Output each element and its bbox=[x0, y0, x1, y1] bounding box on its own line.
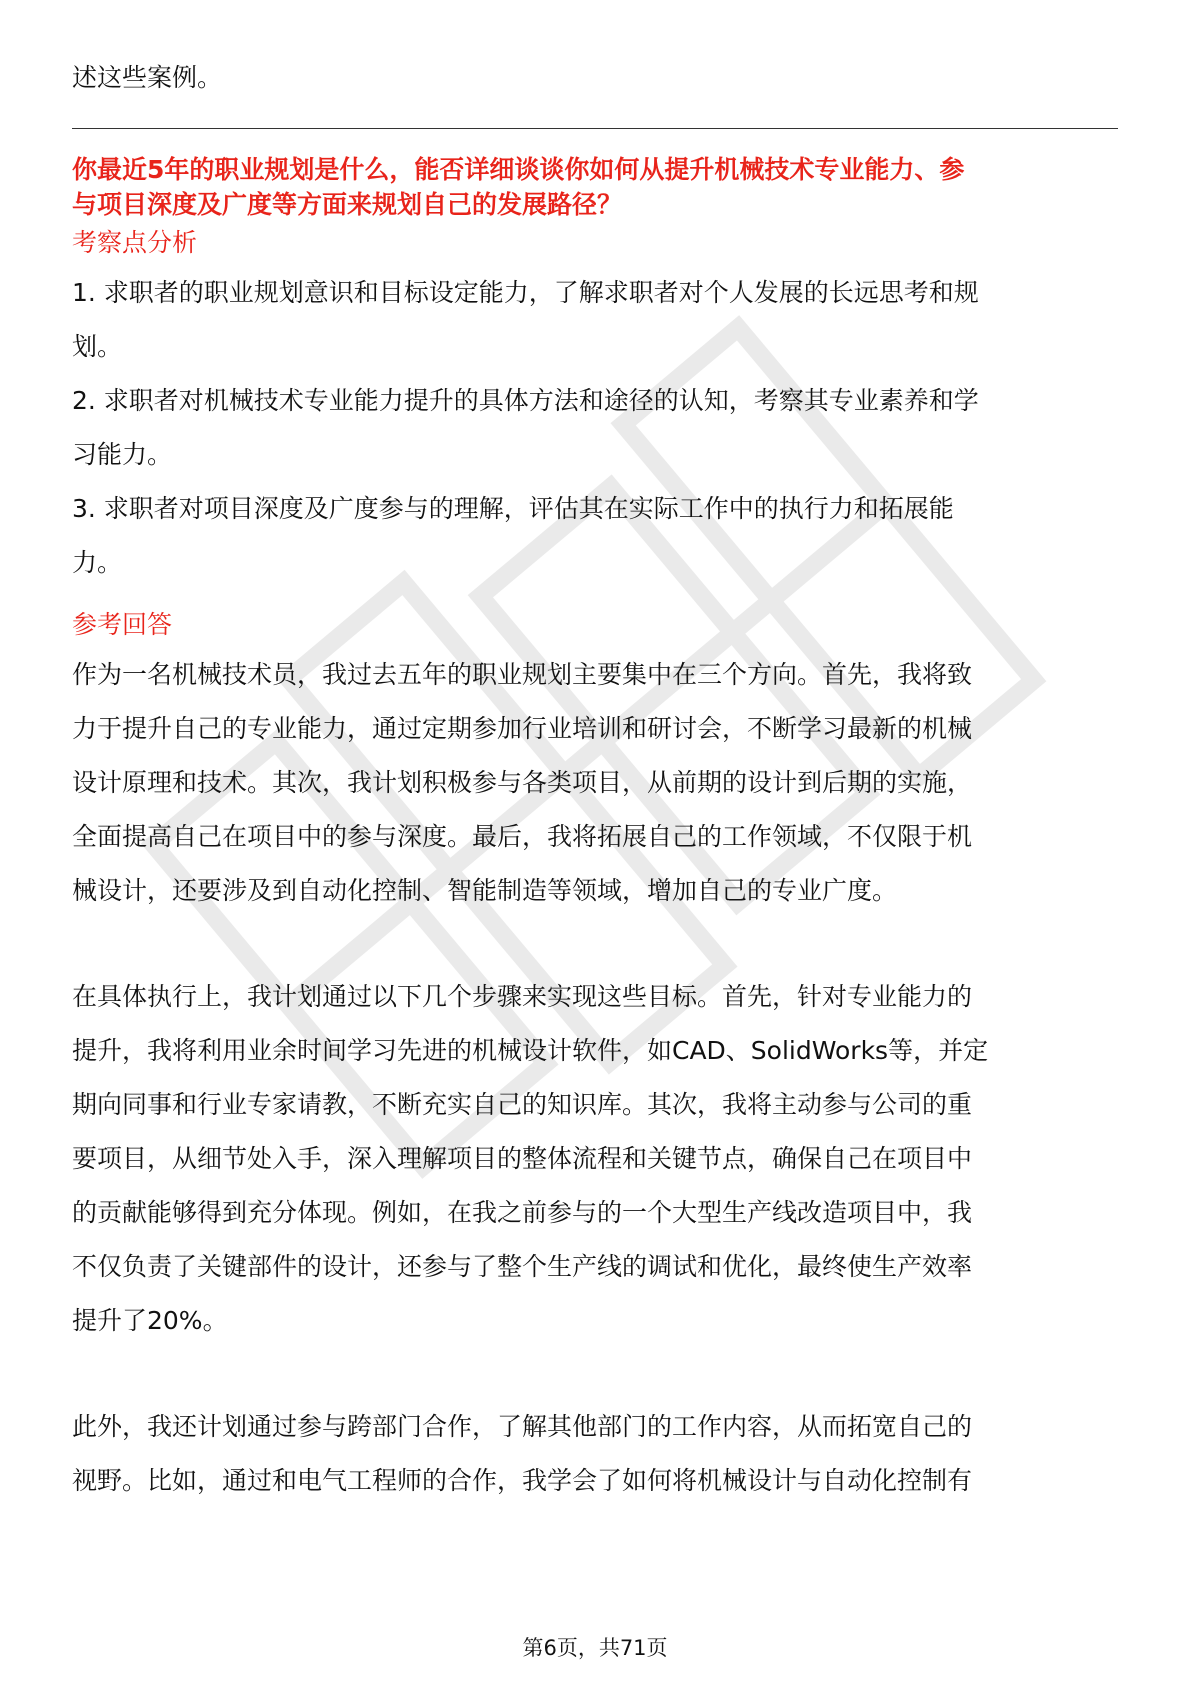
section-divider bbox=[72, 128, 1118, 129]
question-line: 与项目深度及广度等方面来规划自己的发展路径？ bbox=[72, 190, 623, 219]
analysis-line: 力。 bbox=[72, 548, 123, 577]
answer-line: 的贡献能够得到充分体现。例如，在我之前参与的一个大型生产线改造项目中，我 bbox=[72, 1198, 973, 1227]
answer-line: 全面提高自己在项目中的参与深度。最后，我将拓展自己的工作领域，不仅限于机 bbox=[72, 822, 973, 851]
answer-line: 要项目，从细节处入手，深入理解项目的整体流程和关键节点，确保自己在项目中 bbox=[72, 1144, 973, 1173]
analysis-title: 考察点分析 bbox=[72, 228, 198, 257]
answer-line: 械设计，还要涉及到自动化控制、智能制造等领域，增加自己的专业广度。 bbox=[72, 876, 898, 905]
answer-line: 作为一名机械技术员，我过去五年的职业规划主要集中在三个方向。首先，我将致 bbox=[72, 660, 973, 689]
analysis-line: 3. 求职者对项目深度及广度参与的理解，评估其在实际工作中的执行力和拓展能 bbox=[72, 494, 954, 523]
analysis-line: 习能力。 bbox=[72, 440, 173, 469]
question-line: 你最近5年的职业规划是什么，能否详细谈谈你如何从提升机械技术专业能力、参 bbox=[72, 155, 965, 184]
analysis-line: 1. 求职者的职业规划意识和目标设定能力，了解求职者对个人发展的长远思考和规 bbox=[72, 278, 979, 307]
answer-line: 提升，我将利用业余时间学习先进的机械设计软件，如CAD、SolidWorks等，并定 bbox=[72, 1036, 989, 1065]
answer-line: 期向同事和行业专家请教，不断充实自己的知识库。其次，我将主动参与公司的重 bbox=[72, 1090, 973, 1119]
answer-line: 提升了20%。 bbox=[72, 1306, 228, 1335]
answer-line: 视野。比如，通过和电气工程师的合作，我学会了如何将机械设计与自动化控制有 bbox=[72, 1466, 973, 1495]
answer-line: 设计原理和技术。其次，我计划积极参与各类项目，从前期的设计到后期的实施， bbox=[72, 768, 973, 797]
question-heading bbox=[72, 152, 1118, 222]
answer-line: 此外，我还计划通过参与跨部门合作，了解其他部门的工作内容，从而拓宽自己的 bbox=[72, 1412, 973, 1441]
answer-line: 在具体执行上，我计划通过以下几个步骤来实现这些目标。首先，针对专业能力的 bbox=[72, 982, 973, 1011]
page-number-footer: 第6页，共71页 bbox=[522, 1636, 668, 1660]
answer-line: 不仅负责了关键部件的设计，还参与了整个生产线的调试和优化，最终使生产效率 bbox=[72, 1252, 973, 1281]
answer-line: 力于提升自己的专业能力，通过定期参加行业培训和研讨会，不断学习最新的机械 bbox=[72, 714, 973, 743]
previous-paragraph-tail: 述这些案例。 bbox=[72, 63, 223, 92]
analysis-line: 2. 求职者对机械技术专业能力提升的具体方法和途径的认知，考察其专业素养和学 bbox=[72, 386, 979, 415]
analysis-line: 划。 bbox=[72, 332, 123, 361]
answer-title: 参考回答 bbox=[72, 610, 173, 639]
